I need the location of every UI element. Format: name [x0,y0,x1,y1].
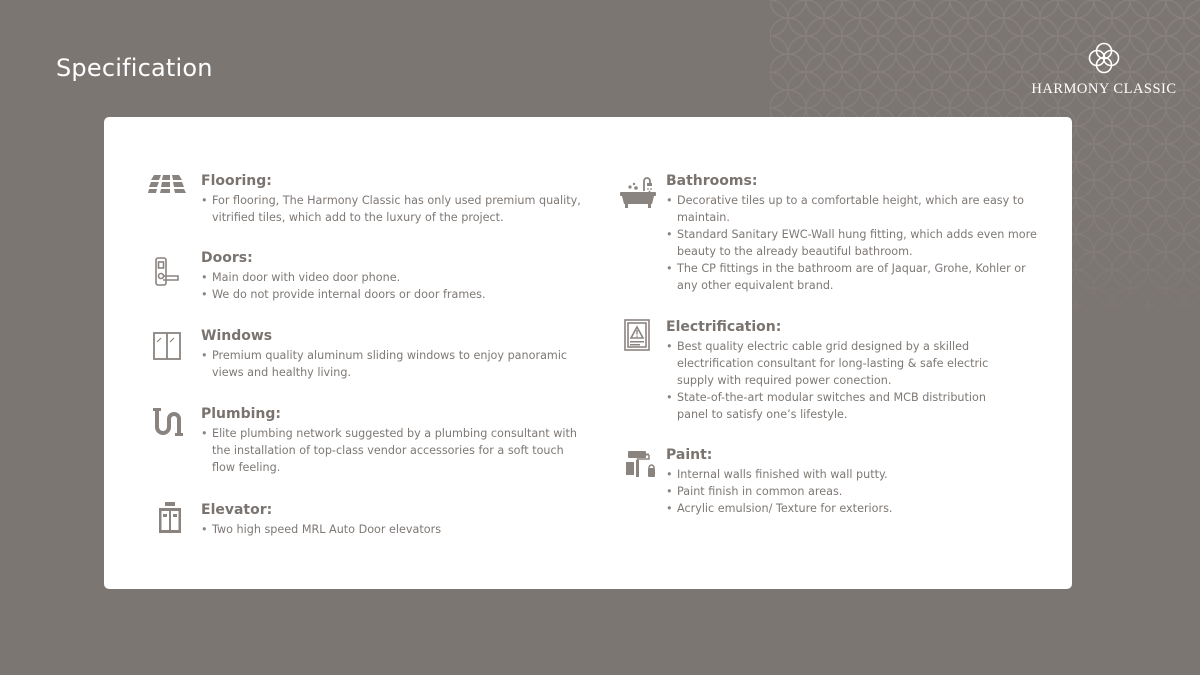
list-item: • Two high speed MRL Auto Door elevators [201,521,586,538]
brand-name: HARMONY CLASSIC [1031,81,1177,97]
brand-block [1028,38,1180,98]
list-item: • Acrylic emulsion/ Texture for exteriors. [666,500,1006,517]
list-item: • Premium quality aluminum sliding windows to enjoy panoramic views and healthy living. [201,347,586,381]
list-item: • The CP fittings in the bathroom are of Jaquar, Grohe, Kohler or any other equivalent brand. [666,260,1038,294]
list-item: • Decorative tiles up to a comfortable height, which are easy to maintain. [666,192,1038,226]
list-item: • Best quality electric cable grid designed by a skilled electrification consultant for long-lasting & safe electric supply with required power conection. [666,338,1006,389]
flooring-list [201,192,586,226]
specification-card [104,117,1072,589]
bathrooms-list [666,192,1038,294]
list-item: • For flooring, The Harmony Classic has only used premium quality, vitrified tiles, which add to the luxury of the project. [201,192,586,226]
list-item: • Elite plumbing network suggested by a plumbing consultant with the installation of top-class vendor accessories for a soft touch flow feeling. [201,425,586,476]
windows-title: Windows [201,328,273,344]
electric-panel-icon [621,317,653,353]
flooring-title: Flooring: [201,173,272,189]
list-item: • Main door with video door phone. [201,269,586,286]
list-item: • Standard Sanitary EWC-Wall hung fitting, which adds even more beauty to the already beautiful bathroom. [666,226,1038,260]
page-title: Specification [56,54,213,83]
list-item: • Paint finish in common areas. [666,483,1006,500]
electrification-list [666,338,1006,423]
paint-list [666,466,1006,517]
list-item: • Internal walls finished with wall putty. [666,466,1006,483]
bathtub-icon [618,175,658,211]
windows-list [201,347,586,381]
elevator-title: Elevator: [201,502,273,518]
list-item: • State-of-the-art modular switches and MCB distribution panel to satisfy one’s lifestyle. [666,389,1006,423]
elevator-list [201,521,586,538]
doors-title: Doors: [201,250,253,266]
plumbing-title: Plumbing: [201,406,282,422]
pipe-icon [148,403,186,441]
flower-logo [1084,38,1124,78]
list-item: • We do not provide internal doors or door frames. [201,286,586,303]
window-icon [149,327,187,365]
tiles-icon [148,165,186,199]
bathrooms-title: Bathrooms: [666,173,758,189]
electrification-title: Electrification: [666,319,782,335]
door-lock-icon [150,253,188,291]
paint-title: Paint: [666,447,713,463]
doors-list [201,269,586,303]
paint-roller-icon [624,448,658,480]
plumbing-list [201,425,586,476]
elevator-icon [153,501,187,535]
